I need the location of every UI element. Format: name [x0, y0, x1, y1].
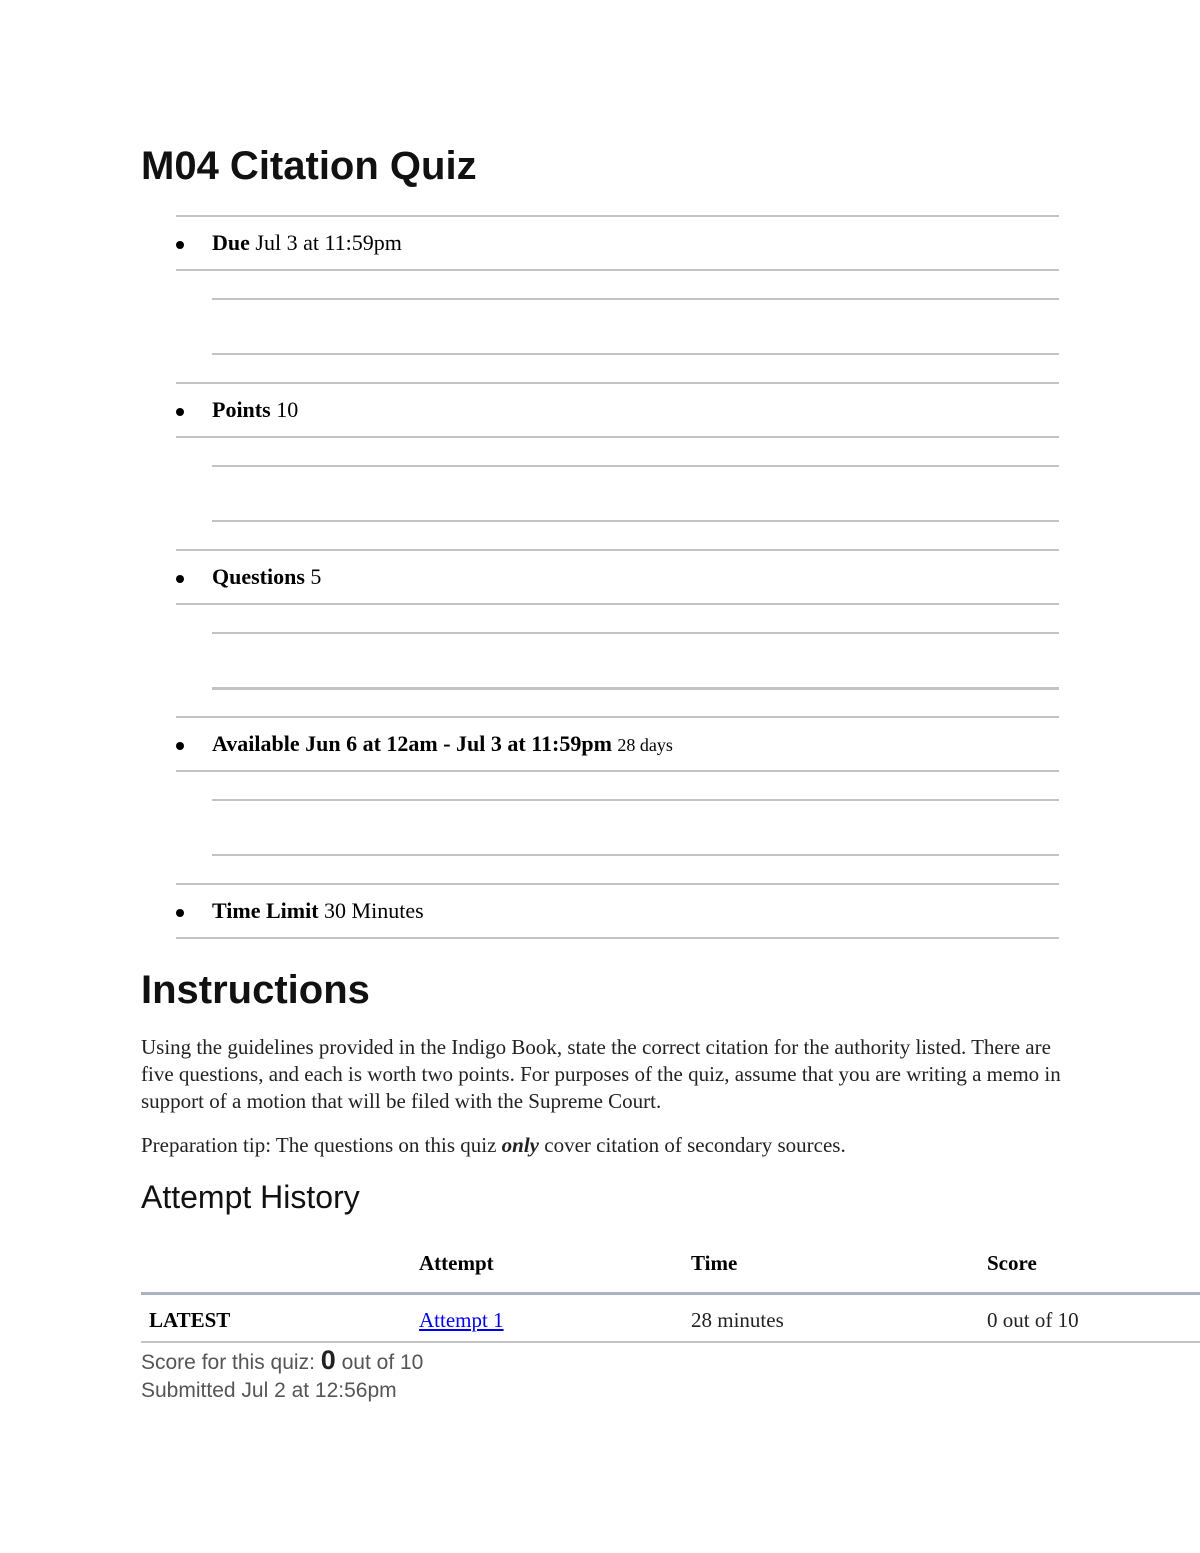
- detail-label: Time Limit: [212, 898, 319, 923]
- detail-available: [176, 716, 1059, 772]
- detail-spacer: [176, 605, 1059, 716]
- instructions-heading: Instructions: [141, 968, 370, 1012]
- page-title: M04 Citation Quiz: [141, 144, 477, 188]
- bullet-icon: [176, 742, 184, 750]
- table-row-divider: [141, 1341, 1200, 1343]
- column-header-score: Score: [987, 1251, 1037, 1275]
- detail-due: [176, 215, 1059, 271]
- score-value: 0: [320, 1345, 336, 1375]
- divider: [212, 353, 1059, 355]
- detail-value: 5: [310, 564, 322, 589]
- divider: [212, 854, 1059, 856]
- submitted-line: Submitted Jul 2 at 12:56pm: [141, 1379, 397, 1402]
- detail-spacer: [176, 772, 1059, 883]
- detail-points: [176, 382, 1059, 438]
- detail-label: Due: [212, 230, 250, 255]
- attempt-link[interactable]: Attempt 1: [419, 1308, 504, 1332]
- attempt-score: 0 out of 10: [987, 1308, 1079, 1332]
- bullet-icon: [176, 575, 184, 583]
- tip-emphasis: only: [501, 1133, 539, 1157]
- detail-value: 10: [276, 397, 299, 422]
- detail-time-limit: [176, 883, 1059, 939]
- detail-label: Questions: [212, 564, 305, 589]
- divider: [212, 632, 1059, 634]
- attempt-cell: [419, 1307, 504, 1334]
- preparation-tip: [141, 1132, 846, 1159]
- bullet-icon: [176, 408, 184, 416]
- quiz-score-line: [141, 1346, 423, 1377]
- detail-value: 30 Minutes: [324, 898, 424, 923]
- detail-value: Jun 6 at 12am - Jul 3 at 11:59pm: [305, 731, 612, 756]
- tip-prefix: Preparation tip: The questions on this quiz: [141, 1133, 502, 1157]
- score-label: Score for this quiz:: [141, 1351, 321, 1374]
- detail-label: Points: [212, 397, 271, 422]
- table-header-divider: [141, 1292, 1200, 1295]
- divider: [212, 465, 1059, 467]
- instructions-paragraph: Using the guidelines provided in the Indigo Book, state the correct citation for the authority listed. There are five questions, and each is worth two points. For purposes of the quiz, assume that you are writing a memo in support of a motion that will be filed with the Supreme Court.: [141, 1035, 1061, 1113]
- detail-spacer: [176, 438, 1059, 549]
- bullet-icon: [176, 909, 184, 917]
- divider: [212, 520, 1059, 522]
- divider: [212, 687, 1059, 690]
- divider: [212, 799, 1059, 801]
- divider: [212, 298, 1059, 300]
- detail-questions: [176, 549, 1059, 605]
- column-header-time: Time: [691, 1251, 738, 1275]
- attempt-status: LATEST: [149, 1308, 231, 1332]
- detail-value: Jul 3 at 11:59pm: [255, 230, 402, 255]
- column-header-attempt: Attempt: [419, 1251, 494, 1275]
- bullet-icon: [176, 241, 184, 249]
- score-suffix: out of 10: [335, 1351, 424, 1374]
- attempt-history-heading: Attempt History: [141, 1179, 360, 1215]
- detail-extra: 28 days: [617, 735, 673, 755]
- detail-spacer: [176, 271, 1059, 382]
- score-summary: [141, 1346, 423, 1405]
- detail-label: Available: [212, 731, 300, 756]
- quiz-details-list: [176, 215, 1059, 939]
- attempt-history-table: [141, 1238, 1200, 1344]
- tip-suffix: cover citation of secondary sources.: [539, 1133, 846, 1157]
- attempt-time: 28 minutes: [691, 1308, 784, 1332]
